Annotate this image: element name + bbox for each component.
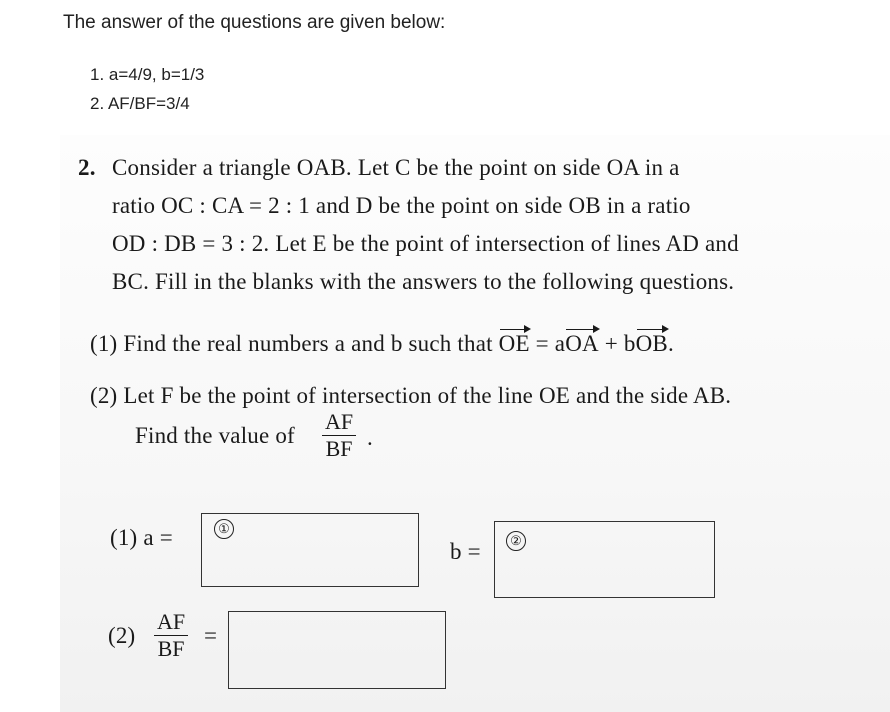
q1-eq-a: = a <box>529 331 566 356</box>
blank-2-label: (2) <box>108 623 136 648</box>
blank-fraction-numerator: AF <box>154 609 188 636</box>
blank-a-label: (1) a = <box>110 525 173 550</box>
fraction-period: . <box>367 425 373 450</box>
circled-1-mark: ① <box>214 519 234 539</box>
vector-oe: OE <box>498 331 530 356</box>
q1-period: . <box>667 331 674 356</box>
problem-line-1: Consider a triangle OAB. Let C be the point on side OA in a <box>112 155 680 180</box>
circled-2-mark: ② <box>506 531 526 551</box>
blank-2-equals: = <box>204 623 218 648</box>
problem-line-4: BC. Fill in the blanks with the answers to the following questions. <box>112 269 735 294</box>
blank-2-fraction <box>154 609 188 662</box>
problem-image <box>60 135 890 712</box>
question-2-line-1: (2) Let F be the point of intersection of the line OE and the side AB. <box>90 383 732 408</box>
blank-b-label: b = <box>450 539 481 564</box>
vector-ob: OB <box>635 331 668 356</box>
fraction-numerator: AF <box>322 409 356 436</box>
answer-box-b[interactable] <box>494 521 715 598</box>
answer-box-fraction[interactable] <box>228 611 446 689</box>
answer-list <box>90 60 204 118</box>
question-1 <box>90 331 674 357</box>
answer-item-1: 1. a=4/9, b=1/3 <box>90 65 205 84</box>
question-1-text: (1) Find the real numbers a and b such that <box>90 331 499 356</box>
fraction-denominator: BF <box>325 436 353 461</box>
question-2-line-2: Find the value of <box>135 423 295 448</box>
problem-line-2: ratio OC : CA = 2 : 1 and D be the point on side OB in a ratio <box>112 193 691 218</box>
vector-oa: OA <box>565 331 599 356</box>
problem-line-3: OD : DB = 3 : 2. Let E be the point of intersection of lines AD and <box>112 231 739 256</box>
problem-number: 2. <box>78 155 96 180</box>
q1-plus-b: + b <box>598 331 636 356</box>
answer-box-a[interactable] <box>201 513 419 587</box>
answer-item-2: 2. AF/BF=3/4 <box>90 94 190 113</box>
question-2-fraction <box>322 409 356 462</box>
intro-text: The answer of the questions are given below: <box>63 12 446 33</box>
blank-fraction-denominator: BF <box>157 636 185 661</box>
